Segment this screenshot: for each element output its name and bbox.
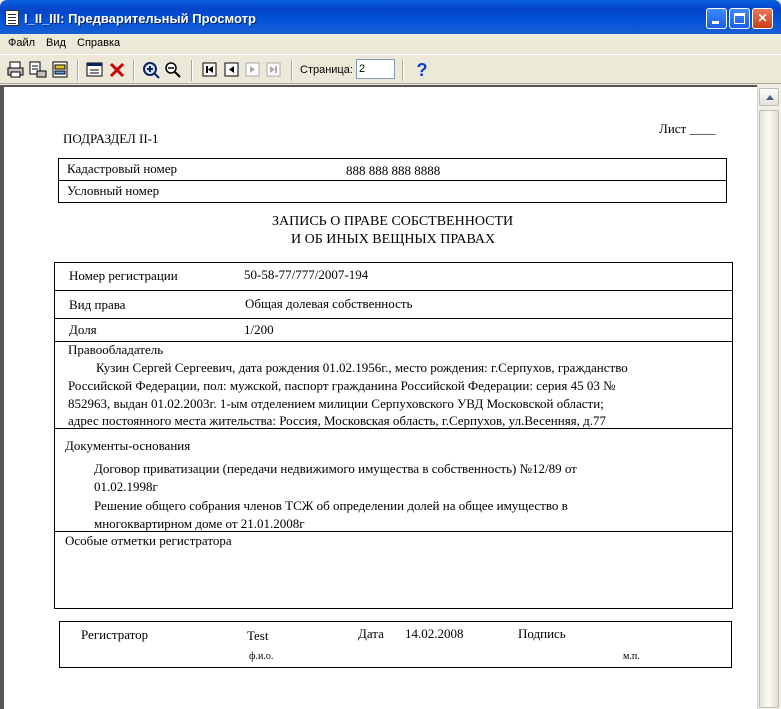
special-marks-label: Особые отметки регистратора bbox=[65, 533, 232, 548]
help-icon: ? bbox=[416, 60, 428, 80]
owner-text-line: адрес постоянного места жительства: Россия, Московская область, г.Серпухов, ул.Весенняя, д.77 bbox=[68, 413, 607, 428]
zoom-in-icon bbox=[141, 60, 161, 80]
first-page-button[interactable] bbox=[200, 60, 220, 80]
right-type-value: Общая долевая собственность bbox=[245, 296, 413, 311]
conditional-number-label: Условный номер bbox=[67, 183, 160, 198]
menu-file[interactable]: Файл bbox=[8, 37, 36, 49]
maximize-button[interactable] bbox=[729, 8, 750, 29]
printer-icon bbox=[6, 60, 26, 80]
divider bbox=[54, 290, 733, 291]
maximize-icon bbox=[734, 13, 745, 24]
page-setup-icon bbox=[85, 60, 105, 80]
registrar-label: Регистратор bbox=[81, 627, 149, 642]
prev-page-button[interactable] bbox=[222, 60, 242, 80]
toolbar-separator bbox=[77, 60, 79, 81]
document-1-line: Договор приватизации (передачи недвижимого имущества в собственность) №12/89 от bbox=[94, 461, 577, 476]
record-table bbox=[54, 262, 733, 609]
date-value: 14.02.2008 bbox=[405, 626, 464, 641]
print-setup-button[interactable] bbox=[28, 60, 48, 80]
export-button[interactable] bbox=[51, 60, 71, 80]
delete-icon bbox=[107, 60, 127, 80]
owner-text-line: Кузин Сергей Сергеевич, дата рождения 01.02.1956г., место рождения: г.Серпухов, гражданство bbox=[96, 360, 628, 375]
registrar-value: Test bbox=[247, 628, 269, 643]
app-icon bbox=[5, 10, 19, 26]
minimize-icon bbox=[712, 21, 719, 24]
document-2-line: Решение общего собрания членов ТСЖ об определении долей на общее имущество в bbox=[94, 498, 568, 513]
close-window-button[interactable] bbox=[752, 8, 773, 29]
documents-label: Документы-основания bbox=[65, 438, 191, 453]
divider bbox=[54, 318, 733, 319]
window-title: I_II_III: Предварительный Просмотр bbox=[24, 11, 256, 26]
page-number-input[interactable] bbox=[356, 59, 395, 79]
print-button[interactable] bbox=[6, 60, 26, 80]
print-setup-icon bbox=[28, 60, 48, 80]
toolbar-separator bbox=[191, 60, 193, 81]
toolbar-separator bbox=[291, 60, 293, 81]
date-label: Дата bbox=[358, 626, 384, 641]
cadastral-value: 888 888 888 8888 bbox=[346, 163, 441, 178]
page-label: Страница: bbox=[300, 64, 353, 76]
fio-label: ф.и.о. bbox=[249, 651, 274, 662]
next-page-icon bbox=[243, 60, 263, 80]
title-bar[interactable] bbox=[0, 0, 781, 34]
owner-text-line: Российской Федерации, пол: мужской, паспорт гражданина Российской Федерации: серия 45 03 № bbox=[68, 378, 616, 393]
first-page-icon bbox=[200, 60, 220, 80]
close-preview-button[interactable] bbox=[107, 60, 127, 80]
scroll-up-button[interactable] bbox=[759, 88, 779, 106]
reg-number-label: Номер регистрации bbox=[69, 268, 178, 283]
owner-label: Правообладатель bbox=[68, 342, 164, 357]
toolbar bbox=[0, 54, 781, 84]
menu-view[interactable]: Вид bbox=[46, 37, 66, 49]
share-value: 1/200 bbox=[244, 322, 274, 337]
signature-label: Подпись bbox=[518, 626, 566, 641]
cadastral-label: Кадастровый номер bbox=[67, 161, 178, 176]
reg-number-value: 50-58-77/777/2007-194 bbox=[244, 267, 369, 282]
prev-page-icon bbox=[222, 60, 242, 80]
close-icon: ✕ bbox=[757, 11, 768, 25]
subsection-title: ПОДРАЗДЕЛ II-1 bbox=[63, 131, 159, 146]
next-page-button[interactable] bbox=[243, 60, 263, 80]
divider bbox=[58, 180, 727, 181]
zoom-in-button[interactable] bbox=[141, 60, 161, 80]
record-heading-line1: ЗАПИСЬ О ПРАВЕ СОБСТВЕННОСТИ bbox=[272, 214, 514, 229]
record-heading-line2: И ОБ ИНЫХ ВЕЩНЫХ ПРАВАХ bbox=[291, 232, 496, 247]
menu-bar bbox=[0, 34, 781, 53]
page-setup-button[interactable] bbox=[85, 60, 105, 80]
document-2-line: многоквартирном доме от 21.01.2008г bbox=[94, 516, 305, 531]
menu-help[interactable]: Справка bbox=[77, 37, 121, 49]
owner-text-line: 852963, выдан 01.02.2003г. 1-ым отделением милиции Серпуховского УВД Московской области; bbox=[68, 396, 604, 411]
toolbar-separator bbox=[133, 60, 135, 81]
right-type-label: Вид права bbox=[69, 297, 126, 312]
vertical-scrollbar[interactable] bbox=[757, 85, 781, 709]
zoom-out-icon bbox=[163, 60, 183, 80]
export-icon bbox=[51, 60, 71, 80]
last-page-icon bbox=[264, 60, 284, 80]
toolbar-separator bbox=[402, 60, 404, 81]
scroll-thumb[interactable] bbox=[759, 110, 779, 708]
sheet-label: Лист ____ bbox=[659, 121, 716, 136]
minimize-button[interactable] bbox=[706, 8, 727, 29]
zoom-out-button[interactable] bbox=[163, 60, 183, 80]
share-label: Доля bbox=[69, 322, 97, 337]
preview-page[interactable] bbox=[0, 85, 757, 709]
help-button[interactable] bbox=[412, 60, 432, 80]
mp-label: м.п. bbox=[623, 651, 640, 662]
document-1-line: 01.02.1998г bbox=[94, 479, 158, 494]
last-page-button[interactable] bbox=[264, 60, 284, 80]
